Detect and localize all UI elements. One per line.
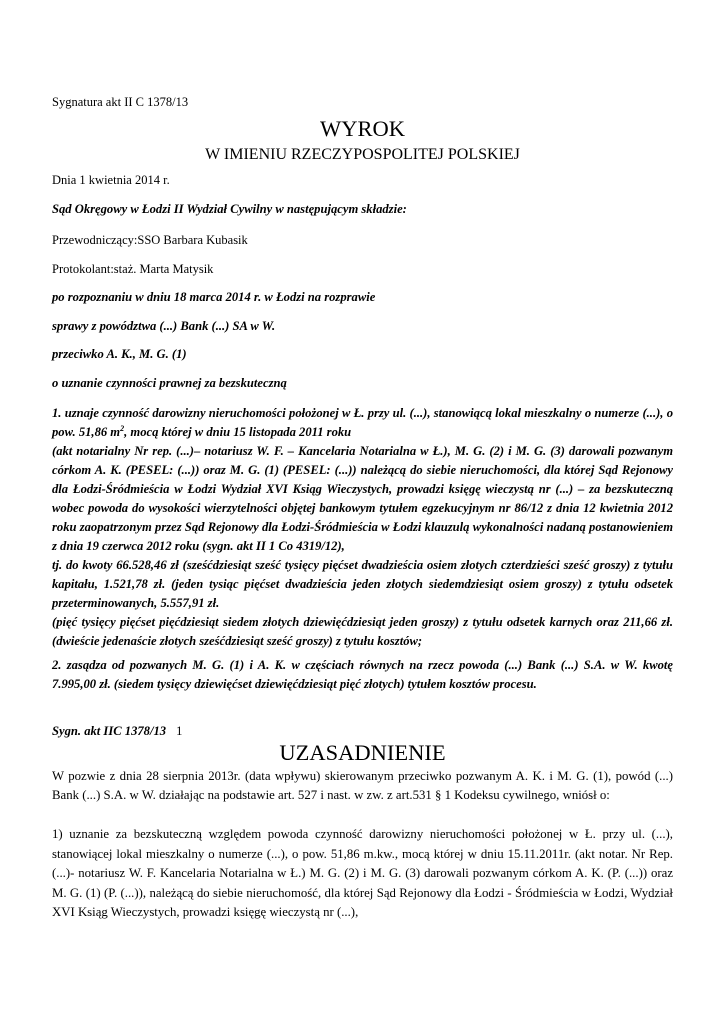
justification-paragraph-1: W pozwie z dnia 28 sierpnia 2013r. (data wpływu) skierowanym przeciwko pozwanym A. K. i M. G. (1), powód (...) Bank (...) S.A. w W. działając na podstawie art. 527 i nast. w zw. z art.531 § 1 Kodeksu cywilnego, wniósł o: xyxy=(52,769,673,802)
hearing-info: po rozpoznaniu w dniu 18 marca 2014 r. w Łodzi na rozprawie xyxy=(52,290,376,304)
verdict-date: Dnia 1 kwietnia 2014 r. xyxy=(52,173,170,187)
court-composition: Sąd Okręgowy w Łodzi II Wydział Cywilny w następującym składzie: xyxy=(52,202,407,216)
ruling-point-1 xyxy=(52,404,673,651)
ruling-point-2: 2. zasądza od pozwanych M. G. (1) i A. K. w częściach równych na rzecz powoda (...) Bank (...) S.A. w W. kwotę 7.995,00 zł. (siedem tysięcy dziewięćset dziewięćdziesiąt pięć złotych) tytułem kosztów procesu. xyxy=(52,658,673,691)
ruling-1-text-e: (pięć tysięcy pięćset pięćdziesiąt siedem złotych dziewięćdziesiąt jeden groszy) z tytułu odsetek karnych oraz 211,66 zł. (dwieście jedenaście złotych sześćdziesiąt sześć groszy) z tytułu kosztów; xyxy=(52,615,673,648)
footer-signature-line xyxy=(52,723,673,739)
case-defendants: przeciwko A. K., M. G. (1) xyxy=(52,347,187,361)
case-subject: o uznanie czynności prawnej za bezskuteczną xyxy=(52,376,287,390)
court-clerk: Protokolant:staż. Marta Matysik xyxy=(52,262,214,276)
page-number: 1 xyxy=(176,724,183,738)
ruling-1-text-c: (akt notarialny Nr rep. (...)– notariusz W. F. – Kancelaria Notarialna w Ł.), M. G. (2) i M. G. (3) darowali pozwanym córkom A. K. (PESEL: (...)) oraz M. G. (1) (PESEL: (...)) należącą do siebie nieruchomości, dla której Sąd Rejonowy dla Łodzi-Śródmieścia w Łodzi Wydział XVI Ksiąg Wieczystych, prowadzi księgę wieczystą nr (...) – za bezskuteczną wobec powoda do wysokości wierzytelności objętej bankowym tytułem egzekucyjnym nr 86/12 z dnia 12 kwietnia 2012 roku zaopatrzonym przez Sąd Rejonowy dla Łodzi-Śródmieścia w Łodzi klauzulą wykonalności nadaną postanowieniem z dnia 19 czerwca 2012 roku (sygn. akt II 1 Co 4319/12), xyxy=(52,444,673,553)
case-plaintiff: sprawy z powództwa (...) Bank (...) SA w W. xyxy=(52,319,276,333)
ruling-1-text-a: 1. uznaje czynność darowizny nieruchomości położonej w Ł. przy ul. (...), stanowiącą lokal mieszkalny o numerze (...), o pow. 51,86 m xyxy=(52,406,673,439)
ruling-1-text-b: , mocą której w dniu 15 listopada 2011 roku xyxy=(124,425,352,439)
case-signature: Sygnatura akt II C 1378/13 xyxy=(52,95,189,109)
verdict-subtitle: W IMIENIU RZECZYPOSPOLITEJ POLSKIEJ xyxy=(205,146,520,163)
footer-signature: Sygn. akt IIC 1378/13 xyxy=(52,724,167,738)
justification-paragraph-2: 1) uznanie za bezskuteczną względem powoda czynność darowizny nieruchomości położonej w Ł. przy ul. (...), stanowiącej lokal mieszkalny o numerze (...), o pow. 51,86 m.kw., mocą której w dniu 15.11.2011r. (akt notar. Nr Rep. (...)- notariusz W. F. Kancelaria Notarialna w Ł.) M. G. (2) i M. G. (3) darowali pozwanym córkom A. K. (P. (...)) oraz M. G. (1) (P. (...)), należącą do siebie nieruchomość, dla której Sąd Rejonowy dla Łodzi - Śródmieścia w Łodzi, Wydział XVI Ksiąg Wieczystych, prowadzi księgę wieczystą nr (...), xyxy=(52,827,673,919)
presiding-judge: Przewodniczący:SSO Barbara Kubasik xyxy=(52,233,248,247)
ruling-1-superscript: 2 xyxy=(120,423,125,433)
justification-title: UZASADNIENIE xyxy=(279,740,446,765)
ruling-1-text-d: tj. do kwoty 66.528,46 zł (sześćdziesiąt sześć tysięcy pięćset dwadzieścia osiem złotych czterdzieści sześć groszy) z tytułu kapitału, 1.521,78 zł. (jeden tysiąc pięćset dwadzieścia jeden złotych siedemdziesiąt osiem groszy) z tytułu odsetek przeterminowanych, 5.557,91 zł. xyxy=(52,558,673,610)
verdict-title: WYROK xyxy=(320,116,405,141)
